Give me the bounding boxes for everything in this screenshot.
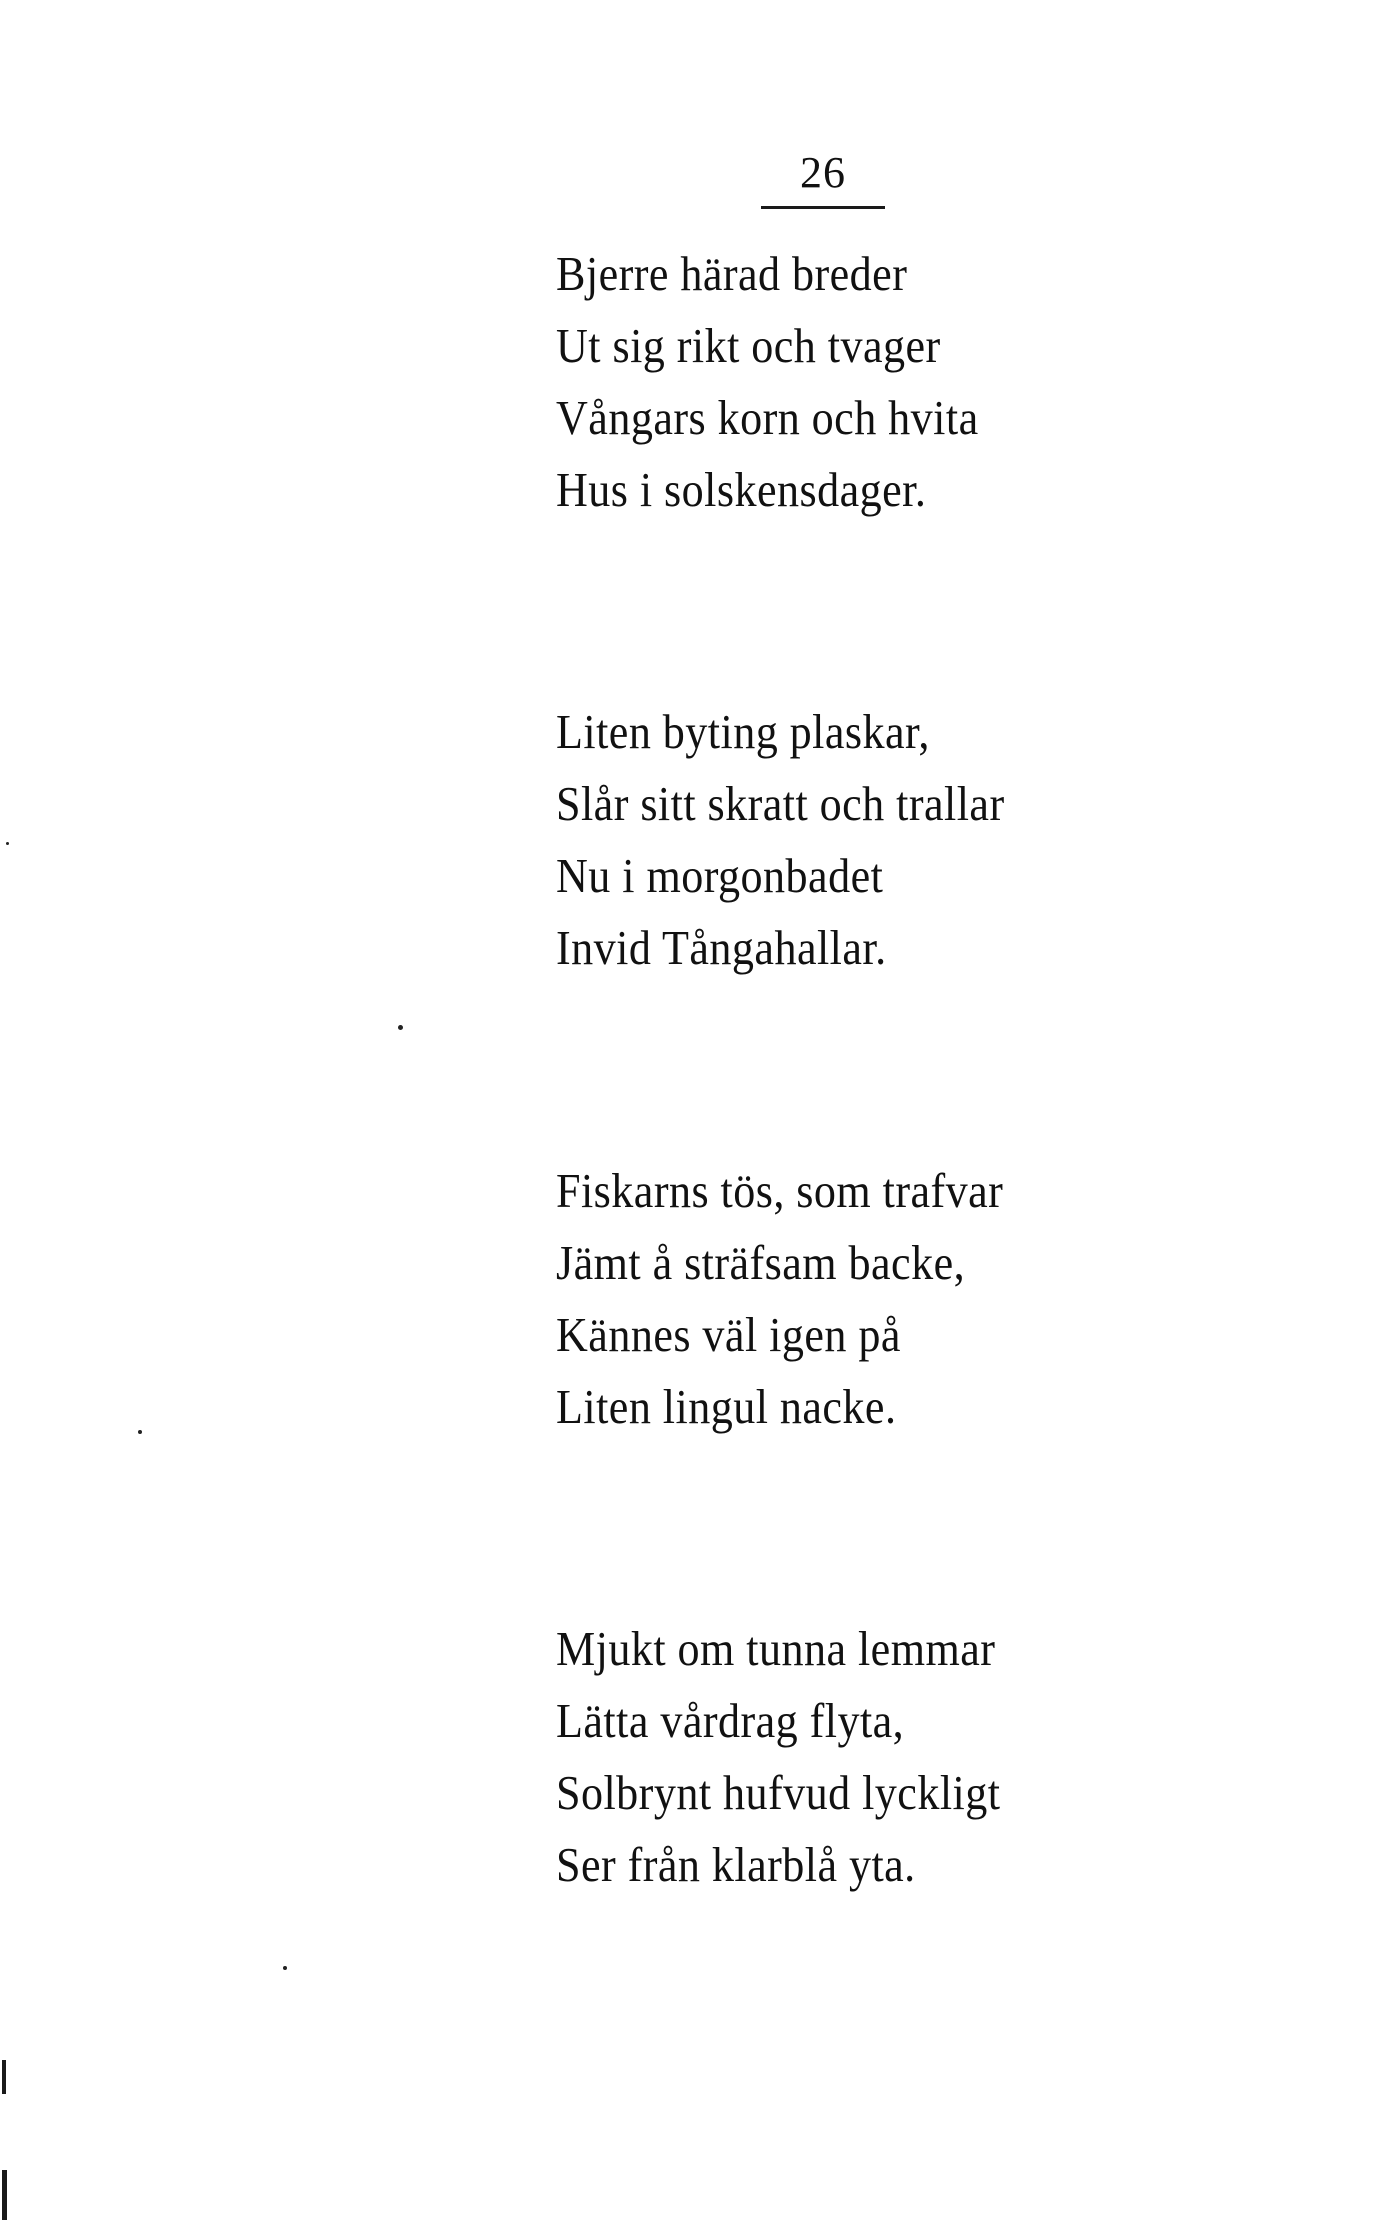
stanza-line: Solbrynt hufvud lyckligt bbox=[556, 1765, 1001, 1820]
stanza-1 bbox=[556, 238, 1026, 526]
scan-speck bbox=[6, 842, 9, 845]
margin-mark bbox=[2, 2170, 7, 2220]
scan-speck bbox=[283, 1966, 287, 1970]
scan-speck bbox=[398, 1025, 403, 1030]
stanza-line: Ut sig rikt och tvager bbox=[556, 318, 941, 373]
stanza-line: Vångars korn och hvita bbox=[556, 390, 979, 445]
stanza-line: Hus i solskensdager. bbox=[556, 462, 927, 517]
page-number-rule bbox=[761, 206, 885, 209]
stanza-line: Lätta vårdrag flyta, bbox=[556, 1693, 905, 1748]
stanza-line: Liten lingul nacke. bbox=[556, 1379, 897, 1434]
stanza-line: Fiskarns tös, som trafvar bbox=[556, 1163, 1004, 1218]
stanza-line: Invid Tångahallar. bbox=[556, 920, 887, 975]
stanza-line: Jämt å sträfsam backe, bbox=[556, 1235, 966, 1290]
stanza-line: Slår sitt skratt och trallar bbox=[556, 776, 1005, 831]
stanza-line: Liten byting plaskar, bbox=[556, 704, 930, 759]
page-number: 26 bbox=[800, 148, 846, 197]
scan-speck bbox=[138, 1430, 142, 1434]
stanza-line: Ser från klarblå yta. bbox=[556, 1837, 916, 1892]
stanza-3 bbox=[556, 1155, 1053, 1443]
margin-mark bbox=[2, 2060, 6, 2094]
stanza-4 bbox=[556, 1613, 1050, 1901]
stanza-line: Mjukt om tunna lemmar bbox=[556, 1621, 996, 1676]
stanza-line: Kännes väl igen på bbox=[556, 1307, 901, 1362]
stanza-line: Bjerre härad breder bbox=[556, 246, 908, 301]
stanza-2 bbox=[556, 696, 1054, 984]
stanza-line: Nu i morgonbadet bbox=[556, 848, 884, 903]
